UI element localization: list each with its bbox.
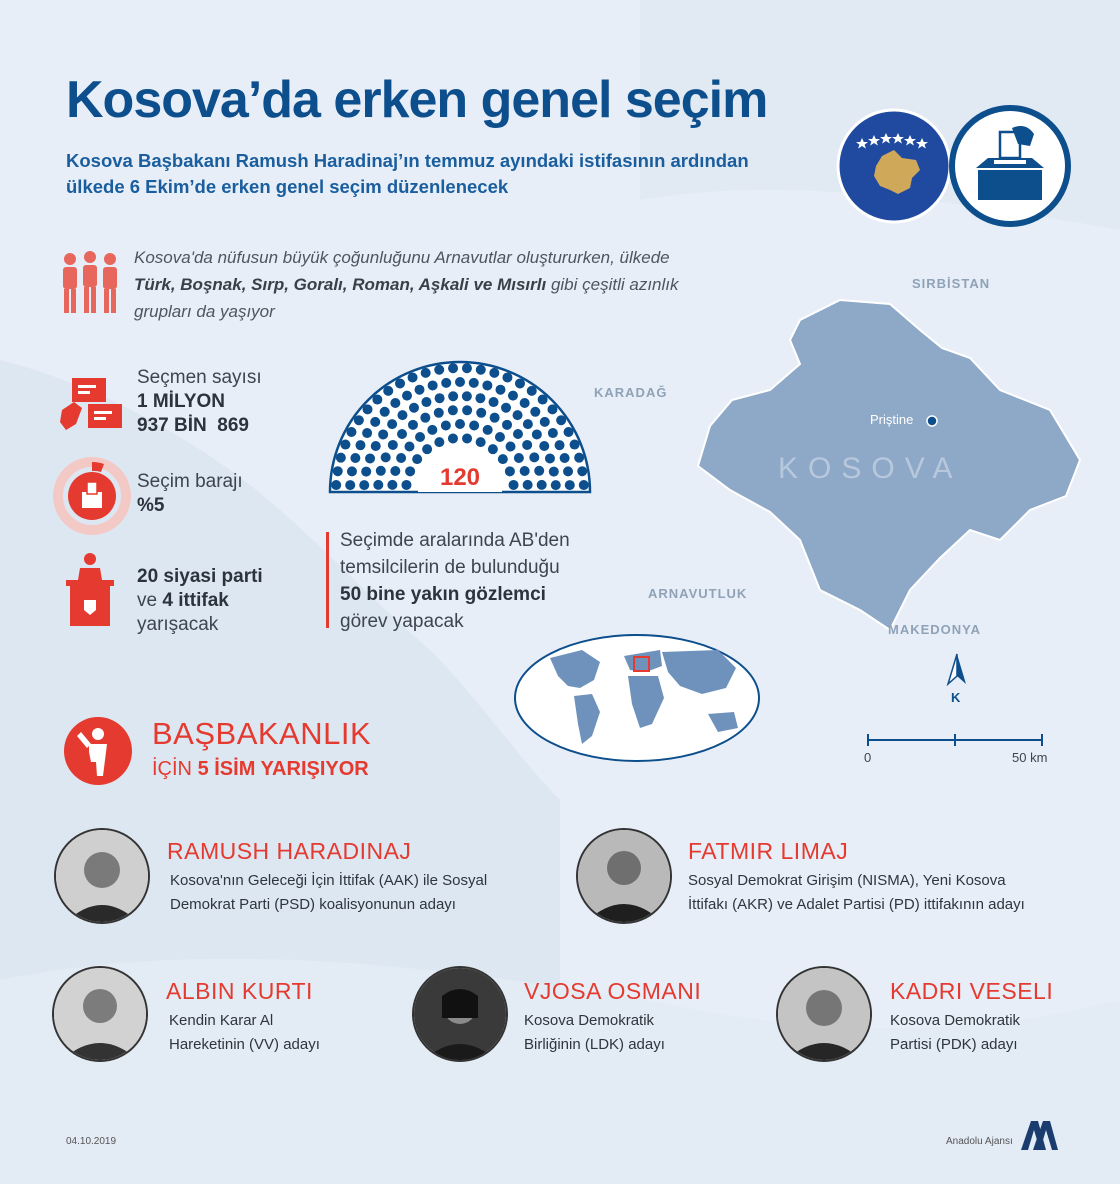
seat xyxy=(441,378,451,388)
candidate-desc-3-line1: Kendin Karar Al xyxy=(169,1012,274,1029)
podium-icon xyxy=(62,552,118,628)
seat xyxy=(390,466,400,476)
candidate-photo-osmani xyxy=(412,966,508,1062)
seat xyxy=(428,380,438,390)
seat xyxy=(502,420,512,430)
seat xyxy=(483,425,493,435)
candidate-name-3: ALBIN KURTI xyxy=(166,978,313,1004)
candidate-desc-5-line2: Partisi (PDK) adayı xyxy=(890,1036,1018,1053)
scale-end: 50 km xyxy=(1012,750,1048,765)
seat xyxy=(564,427,574,437)
seat xyxy=(520,398,530,408)
people-icon xyxy=(58,250,122,322)
seat xyxy=(448,391,458,401)
seat xyxy=(523,480,533,490)
seat xyxy=(455,419,465,429)
seat xyxy=(387,480,397,490)
seat xyxy=(363,404,373,414)
seat xyxy=(370,417,380,427)
threshold-value: %5 xyxy=(137,495,165,516)
seat xyxy=(362,428,372,438)
seat xyxy=(476,437,486,447)
page-title: Kosova’da erken genel seçim xyxy=(66,71,768,129)
seat xyxy=(476,408,486,418)
seat xyxy=(361,467,371,477)
seat xyxy=(427,425,437,435)
seat xyxy=(490,413,500,423)
seat xyxy=(402,391,412,401)
seat xyxy=(469,378,479,388)
seat xyxy=(434,408,444,418)
ballot-box-icon xyxy=(948,104,1072,228)
scale-start: 0 xyxy=(864,750,872,765)
neighbor-albania: ARNAVUTLUK xyxy=(648,586,748,601)
seat xyxy=(395,378,405,388)
voters-label: Seçmen sayısı xyxy=(137,367,262,388)
seat xyxy=(354,415,364,425)
capital-marker xyxy=(927,416,937,426)
threshold-label: Seçim barajı xyxy=(137,471,243,492)
seat xyxy=(365,453,375,463)
voters-value-line1: 1 MİLYON xyxy=(137,391,225,412)
north-arrow-icon xyxy=(946,652,968,686)
seat xyxy=(345,480,355,490)
seat xyxy=(522,440,532,450)
seat xyxy=(520,466,530,476)
candidate-desc-4-line2: Birliğinin (LDK) adayı xyxy=(524,1036,665,1053)
seat xyxy=(346,427,356,437)
parliament-chart xyxy=(320,352,600,500)
candidate-desc-5-line1: Kosova Demokratik xyxy=(890,1012,1021,1029)
seat xyxy=(476,365,486,375)
seat xyxy=(331,480,341,490)
minorities-line1: Kosova'da nüfusun büyük çoğunluğunu Arnavutlar oluştururken, ülkede xyxy=(134,248,670,267)
seat xyxy=(420,413,430,423)
candidate-desc-1 xyxy=(170,869,487,917)
candidate-name-1: RAMUSH HARADINAJ xyxy=(167,838,412,864)
seat xyxy=(537,480,547,490)
seat xyxy=(513,429,523,439)
observers-line4: görev yapacak xyxy=(340,611,464,632)
footer-date: 04.10.2019 xyxy=(66,1136,117,1147)
seat-count: 120 xyxy=(439,464,481,491)
seat xyxy=(548,428,558,438)
seat xyxy=(579,480,589,490)
seat xyxy=(488,444,498,454)
seat xyxy=(502,372,512,382)
seat xyxy=(409,403,419,413)
country-name: KOSOVA xyxy=(778,452,963,485)
seat xyxy=(462,433,472,443)
seat xyxy=(577,466,587,476)
threshold-block xyxy=(137,470,243,518)
world-locator-map xyxy=(512,632,762,764)
neighbor-montenegro: KARADAĞ xyxy=(594,385,668,400)
candidate-desc-4 xyxy=(524,1009,665,1057)
seat xyxy=(448,433,458,443)
seat xyxy=(545,453,555,463)
seat xyxy=(530,407,540,417)
voters-block xyxy=(137,366,262,438)
neighbor-macedonia: MAKEDONYA xyxy=(888,622,982,637)
seat xyxy=(570,440,580,450)
minorities-line3: grupları da yaşıyor xyxy=(134,302,275,321)
aa-logo-icon xyxy=(1018,1118,1060,1152)
candidate-speaker-icon xyxy=(63,716,133,786)
candidate-name-5: KADRI VESELI xyxy=(890,978,1054,1004)
seat xyxy=(498,454,508,464)
section-subtitle-bold: 5 İSİM YARIŞIYOR xyxy=(197,758,369,780)
seat xyxy=(405,466,415,476)
seat xyxy=(495,432,505,442)
parties-count: 20 siyasi parti xyxy=(137,566,263,587)
seat xyxy=(388,440,398,450)
seat xyxy=(515,378,525,388)
seat xyxy=(489,368,499,378)
seat xyxy=(462,363,472,373)
candidate-desc-1-line1: Kosova'nın Geleceği İçin İttifak (AAK) ile Sosyal xyxy=(170,872,488,889)
candidate-name-2: FATMIR LIMAJ xyxy=(688,838,849,864)
observers-divider xyxy=(326,532,329,628)
seat xyxy=(547,404,557,414)
candidate-desc-2 xyxy=(688,869,1025,917)
seat xyxy=(508,391,518,401)
seat xyxy=(390,398,400,408)
section-subtitle-pre: İÇİN xyxy=(152,758,198,780)
seat xyxy=(397,429,407,439)
seat xyxy=(383,386,393,396)
seat xyxy=(415,432,425,442)
seat xyxy=(505,466,515,476)
candidate-desc-2-line2: İttifakı (AKR) ve Adalet Partisi (PD) ittifakının adayı xyxy=(688,896,1025,913)
candidate-name-4: VJOSA OSMANI xyxy=(524,978,702,1004)
seat xyxy=(397,410,407,420)
seat xyxy=(396,453,406,463)
candidate-photo-veseli xyxy=(776,966,872,1062)
alliances-count: 4 ittifak xyxy=(162,590,229,611)
seat xyxy=(347,466,357,476)
seat xyxy=(556,415,566,425)
seat xyxy=(506,442,516,452)
ballot-papers-icon xyxy=(58,374,126,434)
seat xyxy=(408,372,418,382)
seat xyxy=(434,437,444,447)
parties-block xyxy=(137,565,263,637)
seat xyxy=(527,386,537,396)
seat xyxy=(549,467,559,477)
voters-value-line2: 937 BİN 869 xyxy=(137,415,249,436)
seat xyxy=(435,393,445,403)
seat xyxy=(539,441,549,451)
seat xyxy=(523,419,533,429)
parties-compete: yarışacak xyxy=(137,614,219,635)
seat xyxy=(380,407,390,417)
footer-agency: Anadolu Ajansı xyxy=(946,1136,1013,1147)
seat xyxy=(371,441,381,451)
seat xyxy=(412,454,422,464)
seat xyxy=(376,466,386,476)
seat xyxy=(532,429,542,439)
seat xyxy=(462,391,472,401)
seat xyxy=(555,440,565,450)
seat xyxy=(489,397,499,407)
candidate-photo-haradinaj xyxy=(54,828,150,924)
seat xyxy=(551,480,561,490)
minorities-groups: Türk, Boşnak, Sırp, Goralı, Roman, Aşkali ve Mısırlı xyxy=(134,275,547,294)
parties-and: ve xyxy=(137,590,163,611)
seat xyxy=(448,405,458,415)
capital-label: Priştine xyxy=(870,412,914,427)
seat xyxy=(422,444,432,454)
candidate-desc-1-line2: Demokrat Parti (PSD) koalisyonunun adayı xyxy=(170,896,456,913)
seat xyxy=(462,405,472,415)
seat xyxy=(415,385,425,395)
seat xyxy=(563,466,573,476)
seat xyxy=(434,365,444,375)
seat xyxy=(509,480,519,490)
seat xyxy=(333,466,343,476)
seat xyxy=(401,480,411,490)
neighbor-serbia: SIRBİSTAN xyxy=(912,276,991,291)
seat xyxy=(359,480,369,490)
seat xyxy=(448,363,458,373)
seat xyxy=(482,380,492,390)
observers-count: 50 bine yakın gözlemci xyxy=(340,584,546,605)
seat xyxy=(455,377,465,387)
seat xyxy=(378,429,388,439)
ballot-box-circle-icon xyxy=(52,456,132,536)
seat xyxy=(381,452,391,462)
seat xyxy=(513,410,523,420)
observers-line1: Seçimde aralarında AB'den xyxy=(340,530,570,551)
observers-block xyxy=(340,527,570,635)
seat xyxy=(475,393,485,403)
seat xyxy=(514,453,524,463)
seat xyxy=(355,440,365,450)
seat xyxy=(534,466,544,476)
seat xyxy=(421,397,431,407)
seat xyxy=(373,480,383,490)
seat xyxy=(560,453,570,463)
candidate-photo-limaj xyxy=(576,828,672,924)
candidate-photo-kurti xyxy=(52,966,148,1062)
seat xyxy=(565,480,575,490)
section-title: BAŞBAKANLIK xyxy=(152,716,372,751)
seat xyxy=(404,442,414,452)
candidate-desc-4-line1: Kosova Demokratik xyxy=(524,1012,655,1029)
observers-line2: temsilcilerin de bulunduğu xyxy=(340,557,560,578)
seat xyxy=(421,368,431,378)
seat xyxy=(529,452,539,462)
minorities-line2: gibi çeşitli azınlık xyxy=(546,275,679,294)
seat xyxy=(336,453,346,463)
candidate-desc-3 xyxy=(169,1009,320,1057)
north-label: K xyxy=(951,690,961,705)
seat xyxy=(495,385,505,395)
seat xyxy=(501,403,511,413)
seat xyxy=(340,440,350,450)
seat xyxy=(540,417,550,427)
page-subtitle: Kosova Başbakanı Ramush Haradinaj’ın temmuz ayındaki istifasının ardından ülkede 6 Ekim’de erken genel seçim düzenlenecek xyxy=(66,150,749,197)
section-subtitle xyxy=(152,758,369,781)
scale-bar xyxy=(860,730,1050,750)
seat xyxy=(350,453,360,463)
seat xyxy=(538,395,548,405)
seat xyxy=(372,395,382,405)
kosovo-flag-icon xyxy=(836,108,952,224)
aa-logo-text xyxy=(1018,1118,1019,1119)
candidate-desc-2-line1: Sosyal Demokrat Girişim (NISMA), Yeni Kosova xyxy=(688,872,1006,889)
seat xyxy=(387,419,397,429)
seat xyxy=(574,453,584,463)
candidate-desc-5 xyxy=(890,1009,1020,1057)
candidate-desc-3-line2: Hareketinin (VV) adayı xyxy=(169,1036,320,1053)
seat xyxy=(441,420,451,430)
seat xyxy=(469,420,479,430)
seat xyxy=(408,420,418,430)
